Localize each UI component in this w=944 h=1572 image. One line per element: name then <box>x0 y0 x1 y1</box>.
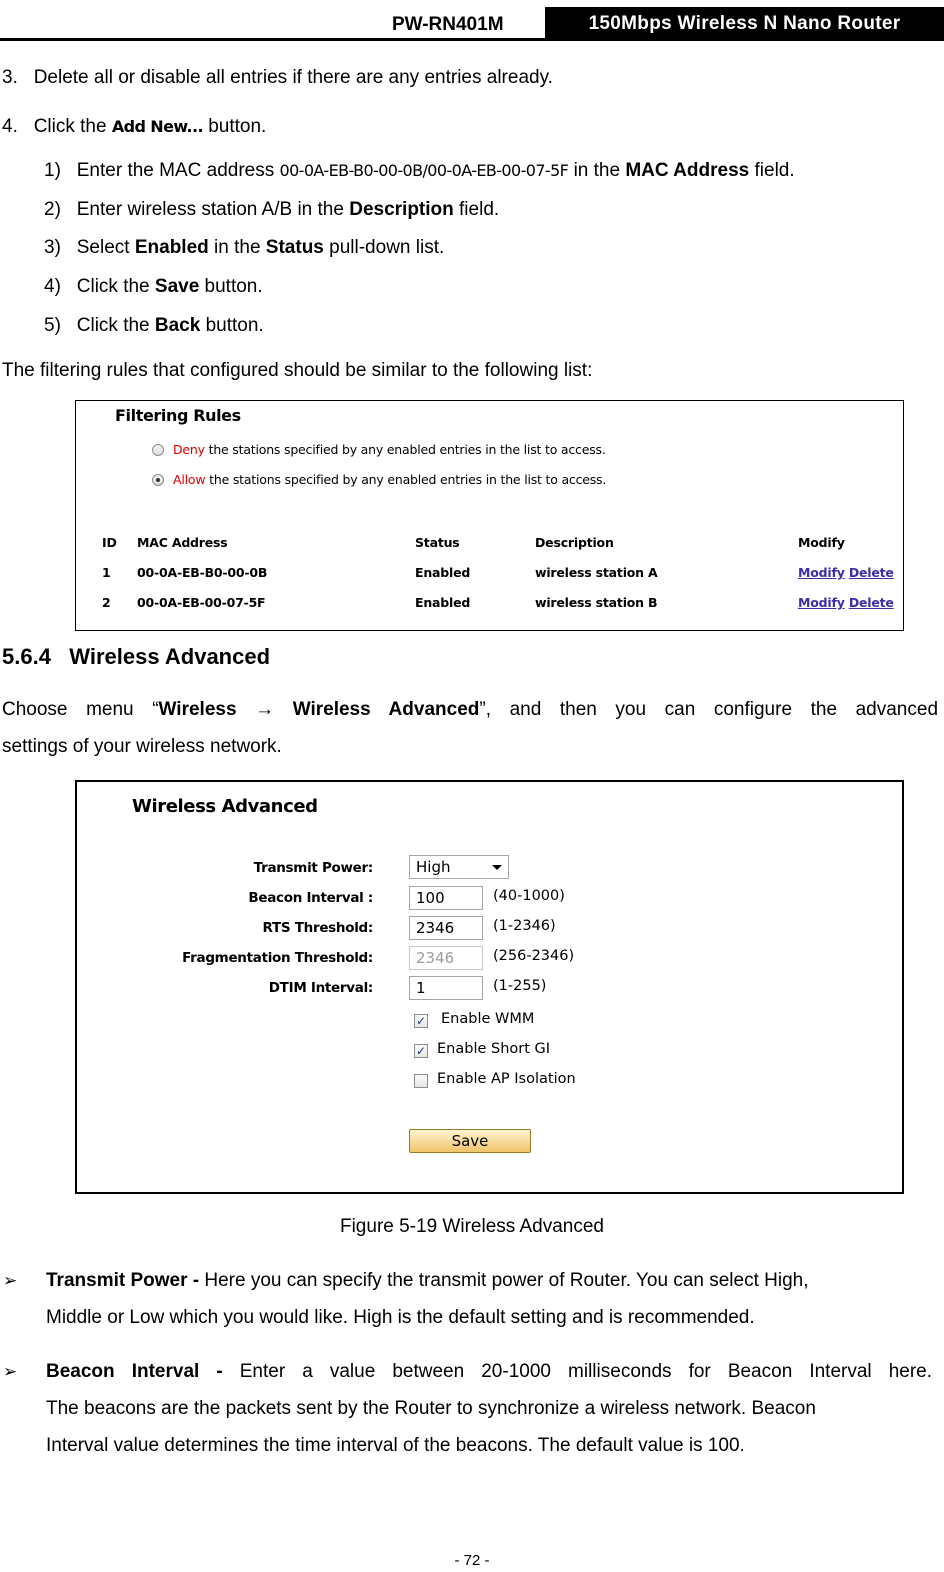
substep-4-post: button. <box>199 276 263 297</box>
bullet-beacon-interval <box>46 1353 932 1464</box>
filtering-rules-panel <box>75 400 904 631</box>
row-status: Enabled <box>415 595 471 610</box>
substep-4-number: 4) <box>44 276 61 297</box>
bullet-1-text: Here you can specify the transmit power of Router. You can select High, <box>204 1270 809 1291</box>
row-description: wireless station B <box>535 595 658 610</box>
substep-4-pre: Click the <box>76 276 155 297</box>
substep-1-mid: in the <box>568 160 626 181</box>
step-4 <box>2 116 266 138</box>
enable-wmm-checkbox[interactable]: ✓ <box>415 1014 427 1028</box>
deny-word: Deny <box>173 442 205 457</box>
deny-option-label <box>173 442 606 457</box>
substep-1-number: 1) <box>44 160 61 181</box>
col-mac: MAC Address <box>137 535 228 550</box>
substep-3 <box>44 237 444 259</box>
enable-short-gi-checkbox[interactable]: ✓ <box>415 1044 427 1058</box>
substep-5-pre: Click the <box>76 315 155 336</box>
section-title: Wireless Advanced <box>69 644 271 669</box>
bullet-1-line-1 <box>46 1262 932 1299</box>
transmit-power-label: Transmit Power: <box>253 860 373 876</box>
rts-threshold-value: 2346 <box>416 919 455 937</box>
substep-5-number: 5) <box>44 315 61 336</box>
substep-1 <box>44 160 795 182</box>
substep-5-button: Back <box>154 315 201 336</box>
intro-part-a: Choose menu “ <box>2 699 159 720</box>
col-id: ID <box>102 535 117 550</box>
allow-radio[interactable] <box>152 474 164 486</box>
row-actions <box>798 595 894 610</box>
delete-link[interactable]: Delete <box>848 565 894 580</box>
dtim-interval-value: 1 <box>416 979 426 997</box>
bullet-1-term: Transmit Power - <box>46 1270 205 1291</box>
bullet-2-text: Enter a value between 20-1000 milliseconds for Beacon Interval here. <box>239 1361 932 1382</box>
label-column <box>77 782 373 1196</box>
beacon-interval-value: 100 <box>416 889 445 907</box>
col-modify: Modify <box>798 535 845 550</box>
section-intro-line-1 <box>2 699 938 721</box>
allow-option-label <box>173 472 606 487</box>
step-4-pre: Click the <box>33 116 112 137</box>
rts-threshold-label: RTS Threshold: <box>262 920 373 936</box>
arrow-bullet-icon: ➢ <box>3 1362 18 1381</box>
wireless-advanced-title: Wireless Advanced <box>132 796 318 817</box>
transmit-power-select[interactable] <box>409 855 509 879</box>
enable-wmm-label: Enable WMM <box>441 1011 535 1027</box>
substep-3-value: Enabled <box>134 237 209 258</box>
bullet-2-line-1 <box>46 1353 932 1390</box>
col-description: Description <box>535 535 614 550</box>
chevron-down-icon <box>492 865 502 870</box>
wireless-advanced-panel <box>75 780 904 1194</box>
save-button[interactable]: Save <box>409 1129 531 1153</box>
arrow-bullet-icon: ➢ <box>3 1271 18 1290</box>
substep-3-field: Status <box>265 237 324 258</box>
rts-threshold-input[interactable] <box>409 916 483 940</box>
substep-5 <box>44 315 264 337</box>
substep-3-mid: in the <box>208 237 266 258</box>
rts-threshold-hint: (1-2346) <box>493 918 556 934</box>
bullet-2-term: Beacon Interval - <box>46 1361 240 1382</box>
fragmentation-threshold-input[interactable] <box>409 946 483 970</box>
intro-part-c: ”, and then you can configure the advanced <box>479 699 939 720</box>
bullet-transmit-power <box>46 1262 932 1336</box>
figure-caption: Figure 5-19 Wireless Advanced <box>339 1216 604 1237</box>
substep-1-mac: 00-0A-EB-B0-00-0B/00-0A-EB-00-07-5F <box>279 161 569 180</box>
step-3-text: Delete all or disable all entries if there are any entries already. <box>33 67 553 88</box>
section-heading <box>2 644 270 670</box>
allow-word: Allow <box>173 472 206 487</box>
header-model: PW-RN401M <box>392 14 504 35</box>
substep-1-pre: Enter the MAC address <box>76 160 280 181</box>
filtering-intro: The filtering rules that configured should be similar to the following list: <box>2 360 593 381</box>
row-mac: 00-0A-EB-00-07-5F <box>137 595 266 610</box>
row-status: Enabled <box>415 565 471 580</box>
deny-radio[interactable] <box>152 444 164 456</box>
dtim-interval-label: DTIM Interval: <box>268 980 373 996</box>
beacon-interval-label: Beacon Interval : <box>248 890 373 906</box>
substep-2-field: Description <box>349 199 454 220</box>
add-new-button-ref: Add New... <box>111 117 203 136</box>
step-4-number: 4. <box>2 116 18 137</box>
modify-link[interactable]: Modify <box>798 595 845 610</box>
substep-5-post: button. <box>200 315 264 336</box>
section-intro-line-2: settings of your wireless network. <box>2 736 282 757</box>
header-title: 150Mbps Wireless N Nano Router <box>545 7 944 40</box>
enable-ap-isolation-label: Enable AP Isolation <box>437 1071 576 1087</box>
delete-link[interactable]: Delete <box>848 595 894 610</box>
header-rule <box>0 38 944 41</box>
transmit-power-value: High <box>416 858 451 876</box>
substep-2-number: 2) <box>44 199 61 220</box>
substep-2-post: field. <box>453 199 500 220</box>
enable-ap-isolation-checkbox[interactable] <box>414 1074 428 1088</box>
filtering-rules-title: Filtering Rules <box>115 406 241 425</box>
step-3-number: 3. <box>2 67 18 88</box>
substep-3-pre: Select <box>76 237 135 258</box>
section-number: 5.6.4 <box>2 644 51 669</box>
substep-1-field: MAC Address <box>625 160 750 181</box>
page-number: - 72 - <box>454 1552 490 1569</box>
enable-short-gi-label: Enable Short GI <box>437 1041 551 1057</box>
substep-3-post: pull-down list. <box>323 237 445 258</box>
row-actions <box>798 565 894 580</box>
substep-2-pre: Enter wireless station A/B in the <box>76 199 350 220</box>
modify-link[interactable]: Modify <box>798 565 845 580</box>
substep-1-post: field. <box>749 160 795 181</box>
beacon-interval-input[interactable] <box>409 886 483 910</box>
step-3 <box>2 67 553 89</box>
step-4-post: button. <box>202 116 267 137</box>
bullet-2-line-3: Interval value determines the time interval of the beacons. The default value is 100. <box>46 1435 745 1456</box>
substep-3-number: 3) <box>44 237 61 258</box>
bullet-2-line-2: The beacons are the packets sent by the Router to synchronize a wireless network. Beacon <box>46 1398 816 1419</box>
col-status: Status <box>415 535 460 550</box>
fragmentation-threshold-label: Fragmentation Threshold: <box>182 950 373 966</box>
row-id: 2 <box>102 595 111 610</box>
deny-text: the stations specified by any enabled entries in the list to access. <box>204 442 606 457</box>
row-description: wireless station A <box>535 565 658 580</box>
allow-text: the stations specified by any enabled entries in the list to access. <box>205 472 607 487</box>
dtim-interval-hint: (1-255) <box>493 978 547 994</box>
dtim-interval-input[interactable] <box>409 976 483 1000</box>
bullet-1-line-2: Middle or Low which you would like. High is the default setting and is recommended. <box>46 1307 755 1328</box>
substep-4-button: Save <box>154 276 200 297</box>
menu-path: Wireless → Wireless Advanced <box>158 699 480 720</box>
row-mac: 00-0A-EB-B0-00-0B <box>137 565 268 580</box>
fragmentation-threshold-value: 2346 <box>416 949 455 967</box>
beacon-interval-hint: (40-1000) <box>493 888 565 904</box>
substep-4 <box>44 276 263 298</box>
fragmentation-threshold-hint: (256-2346) <box>493 948 575 964</box>
row-id: 1 <box>102 565 111 580</box>
substep-2 <box>44 199 499 221</box>
